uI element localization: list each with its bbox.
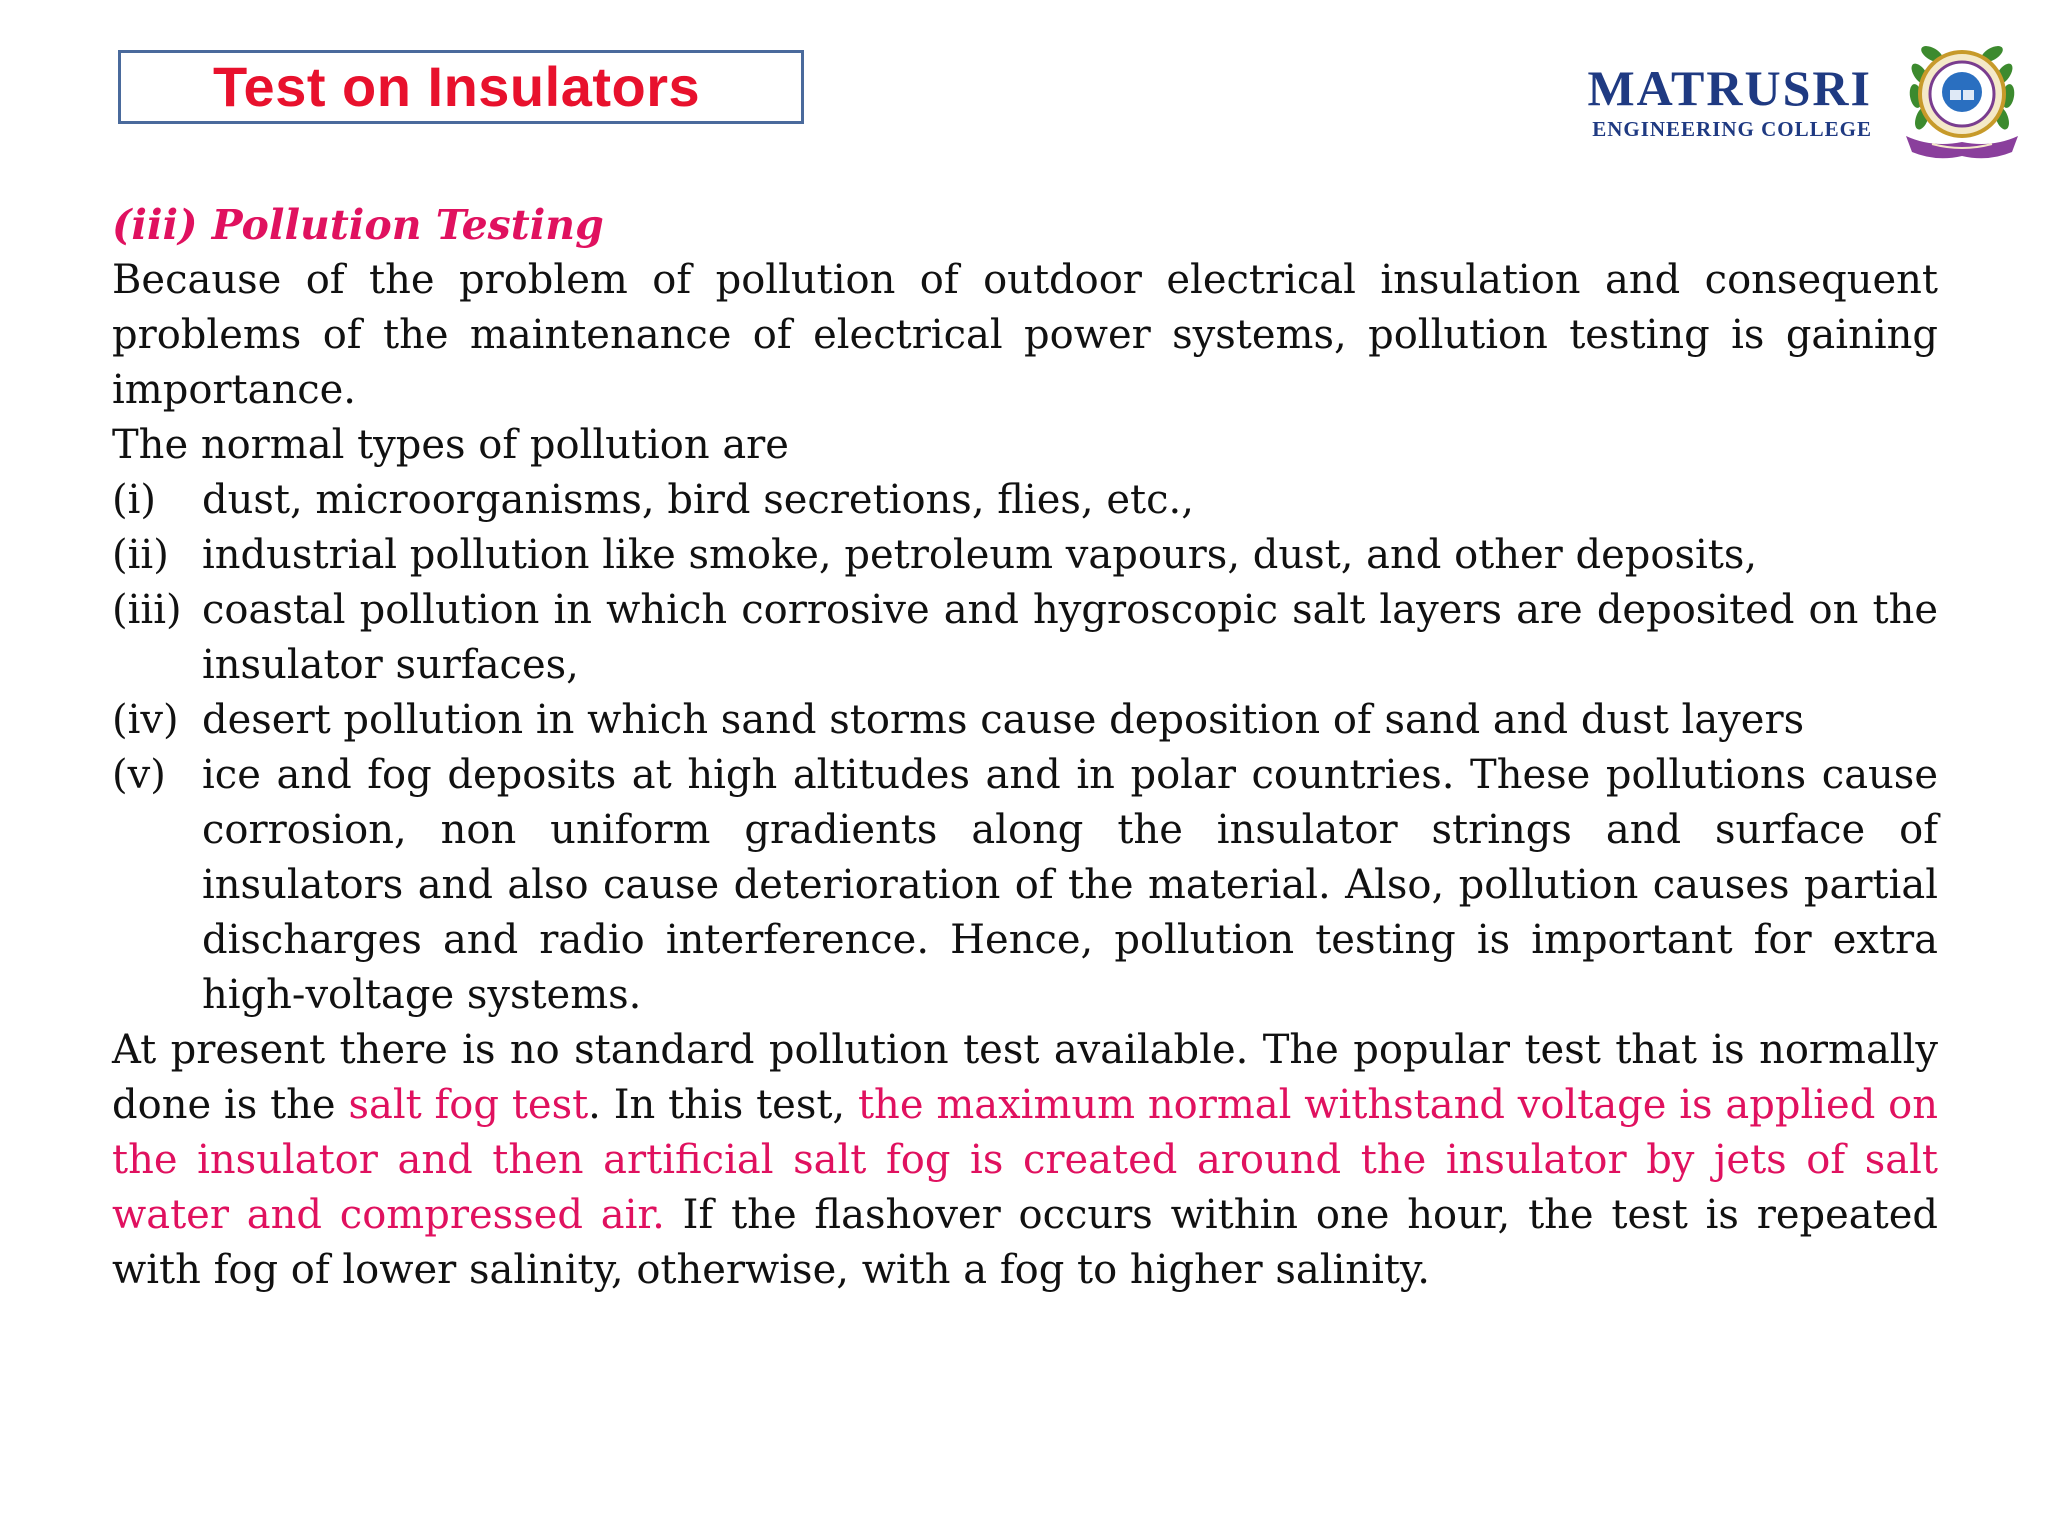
closing-text-1: At present there is no standard pollution test available. The popular test that is normally done is the [112, 1027, 1938, 1128]
intro-paragraph: Because of the problem of pollution of outdoor electrical insulation and consequent problems of the maintenance of electrical power systems, pollution testing is gaining importance. [112, 257, 1938, 413]
list-item-text: ice and fog deposits at high altitudes and in polar countries. These pollutions cause corrosion, non uniform gradients along the insulator strings and surface of insulators and also cause deterioration of the material. Also, pollution causes partial discharges and radio interference. Hence, pollution testing is important for extra high-voltage systems. [202, 752, 1938, 1018]
closing-text-2: . In this test, [588, 1082, 858, 1128]
list-item-number: (v) [112, 752, 166, 798]
list-item-number: (iv) [112, 697, 179, 743]
list-item-text: dust, microorganisms, bird secretions, flies, etc., [202, 477, 1194, 523]
slide-title: Test on Insulators [213, 55, 701, 118]
college-subtitle: ENGINEERING COLLEGE [1592, 117, 1872, 141]
closing-text-3: If the flashover occurs within one hour, the test is repeated with fog of lower salinity, otherwise, with a fog to higher salinity. [112, 1192, 1938, 1293]
college-name: MATRUSRI [1587, 60, 1872, 116]
list-item [112, 693, 1938, 748]
list-intro: The normal types of pollution are [112, 422, 789, 468]
list-item-number: (ii) [112, 532, 169, 578]
list-item [112, 528, 1938, 583]
list-item [112, 748, 1938, 1023]
slide-body [112, 198, 1938, 1298]
slide-title-box [118, 50, 804, 124]
list-item-text: desert pollution in which sand storms cause deposition of sand and dust layers [202, 697, 1805, 743]
list-item [112, 583, 1938, 693]
college-emblem-icon [1892, 26, 2032, 166]
list-item-text: coastal pollution in which corrosive and hygroscopic salt layers are deposited on the insulator surfaces, [202, 587, 1938, 688]
list-item-number: (i) [112, 477, 157, 523]
list-item [112, 473, 1938, 528]
college-logo-text [1587, 60, 1872, 142]
highlight-test-procedure: the maximum normal withstand voltage is applied on the insulator and then artificial salt fog is created around the insulator by jets of salt water and compressed air. [112, 1082, 1939, 1238]
highlight-salt-fog-test: salt fog test [348, 1082, 589, 1128]
closing-paragraph [112, 1023, 1938, 1298]
list-item-number: (iii) [112, 587, 182, 633]
list-item-text: industrial pollution like smoke, petroleum vapours, dust, and other deposits, [202, 532, 1758, 578]
section-heading: (iii) Pollution Testing [112, 201, 604, 249]
